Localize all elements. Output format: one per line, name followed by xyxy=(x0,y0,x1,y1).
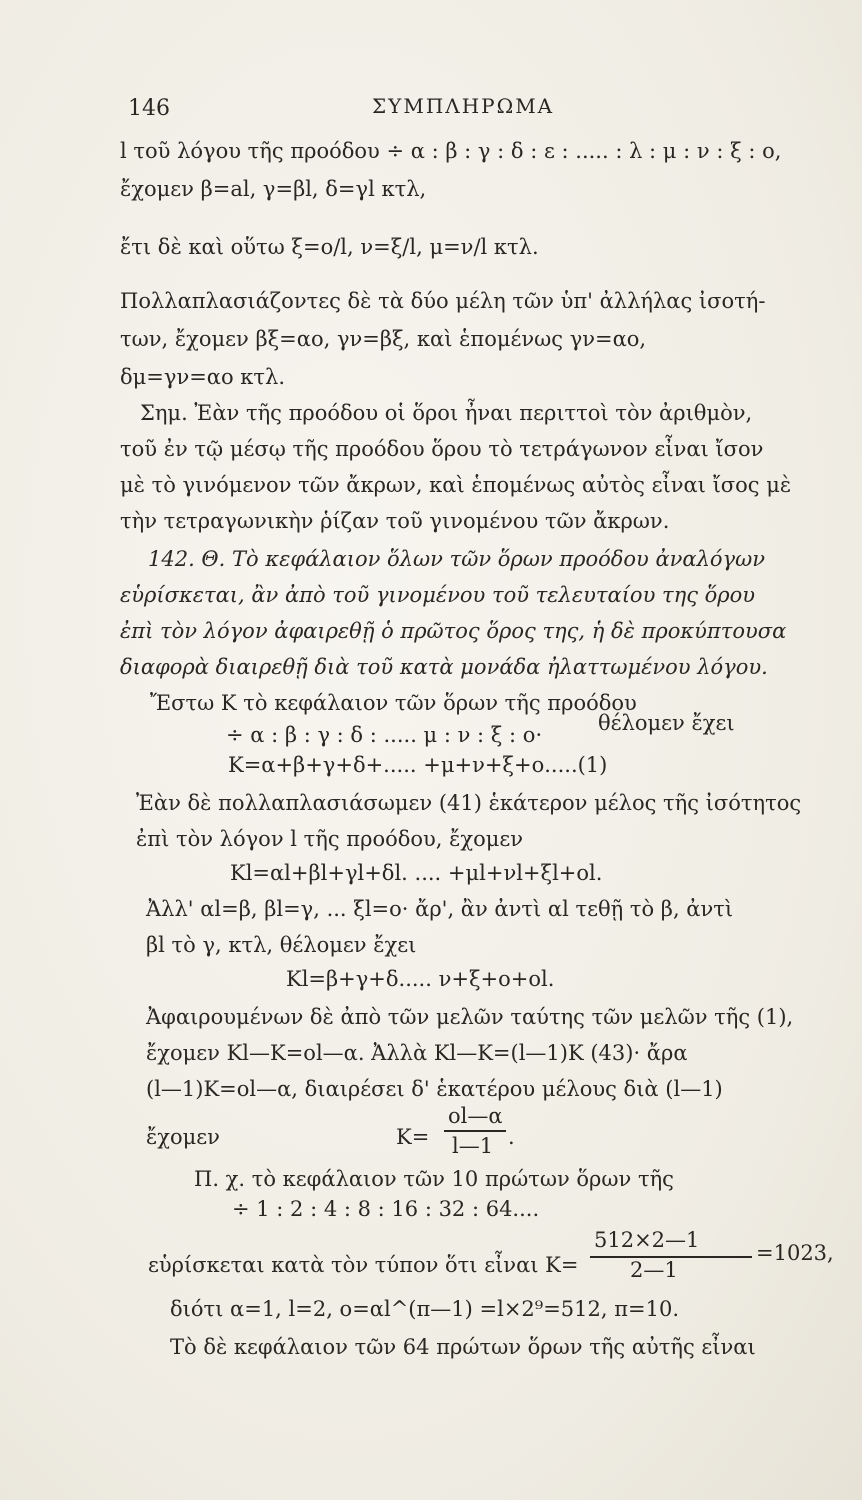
fraction-denominator: 2—1 xyxy=(630,1258,678,1282)
text-line: (l—1)Κ=οl—α, διαιρέσει δ' ἑκατέρου μέλους διὰ (l—1) xyxy=(146,1077,723,1101)
text-line: δμ=γν=αο κτλ. xyxy=(120,365,286,389)
formula-line: ÷ α : β : γ : δ : ..... μ : ν : ξ : ο· xyxy=(226,723,543,747)
text-line: θέλομεν ἔχει xyxy=(598,711,735,735)
text-line: εὑρίσκεται κατὰ τὸν τύπον ὅτι εἶναι Κ= xyxy=(148,1253,579,1277)
theorem-line: διαφορὰ διαιρεθῇ διὰ τοῦ κατὰ μονάδα ἠλαττωμένου λόγου. xyxy=(120,655,768,679)
text-line: ἔτι δὲ καὶ οὕτω ξ=ο/l, ν=ξ/l, μ=ν/l κτλ. xyxy=(120,235,539,259)
text-line: Π. χ. τὸ κεφάλαιον τῶν 10 πρώτων ὅρων τῆς xyxy=(194,1167,674,1191)
text-line: ἔχομεν Κl—Κ=οl—α. Ἀλλὰ Κl—Κ=(l—1)Κ (43)· ἄρα xyxy=(146,1041,688,1065)
text-line: ἐπὶ τὸν λόγον l τῆς προόδου, ἔχομεν xyxy=(136,827,524,851)
text-line: Πολλαπλασιάζοντες δὲ τὰ δύο μέλη τῶν ὑπ' ἀλλήλας ἰσοτή- xyxy=(120,289,766,313)
formula-suffix: . xyxy=(508,1125,515,1149)
text-line: Ἀλλ' αl=β, βl=γ, ... ξl=ο· ἄρ', ἂν ἀντὶ αl τεθῇ τὸ β, ἀντὶ xyxy=(146,897,734,921)
fraction-numerator: οl—α xyxy=(448,1104,503,1128)
text-line: Τὸ δὲ κεφάλαιον τῶν 64 πρώτων ὅρων τῆς αὐτῆς εἶναι xyxy=(170,1335,756,1359)
fraction-denominator: l—1 xyxy=(452,1134,494,1158)
page-number: 146 xyxy=(128,96,170,121)
fraction-numerator: 512×2—1 xyxy=(594,1228,700,1252)
formula-line: Κl=αl+βl+γl+δl. .... +μl+νl+ξl+οl. xyxy=(230,861,603,885)
text-line: διότι α=1, l=2, ο=αl^(π—1) =l×2⁹=512, π=10. xyxy=(170,1297,680,1321)
formula-line: ÷ 1 : 2 : 4 : 8 : 16 : 32 : 64.... xyxy=(232,1197,540,1221)
text-line: Ἀφαιρουμένων δὲ ἀπὸ τῶν μελῶν ταύτης τῶν μελῶν τῆς (1), xyxy=(146,1005,794,1029)
text-line: τὴν τετραγωνικὴν ῥίζαν τοῦ γινομένου τῶν ἄκρων. xyxy=(120,509,670,533)
text-line: Ἐὰν δὲ πολλαπλασιάσωμεν (41) ἑκάτερον μέλος τῆς ἰσότητος xyxy=(136,791,802,815)
formula-line: Κ=α+β+γ+δ+..... +μ+ν+ξ+ο.....(1) xyxy=(228,753,608,777)
text-line: l τοῦ λόγου τῆς προόδου ÷ α : β : γ : δ : ε : ..... : λ : μ : ν : ξ : ο, xyxy=(120,139,782,163)
formula-line: Κl=β+γ+δ..... ν+ξ+ο+οl. xyxy=(286,967,555,991)
theorem-line: 142. Θ. Τὸ κεφάλαιον ὅλων τῶν ὅρων προόδου ἀναλόγων xyxy=(148,547,765,571)
text-line: τοῦ ἐν τῷ μέσῳ τῆς προόδου ὅρου τὸ τετράγωνον εἶναι ἴσον xyxy=(120,437,764,461)
text-line: βl τὸ γ, κτλ, θέλομεν ἔχει xyxy=(146,933,417,957)
theorem-line: εὑρίσκεται, ἂν ἀπὸ τοῦ γινομένου τοῦ τελευταίου της ὅρου xyxy=(120,583,756,607)
text-line: των, ἔχομεν βξ=αο, γν=βξ, καὶ ἑπομένως γν=αο, xyxy=(120,327,647,351)
fraction-bar xyxy=(444,1130,506,1132)
formula-lhs: Κ= xyxy=(396,1125,430,1149)
formula-result: =1023, xyxy=(756,1241,834,1265)
text-line: μὲ τὸ γινόμενον τῶν ἄκρων, καὶ ἑπομένως αὐτὸς εἶναι ἴσος μὲ xyxy=(120,473,792,497)
running-title: ΣΥΜΠΛΗΡΩΜΑ xyxy=(372,94,555,118)
text-line: Ἔστω Κ τὸ κεφάλαιον τῶν ὅρων τῆς προόδου xyxy=(150,691,637,715)
text-line: Σημ. Ἐὰν τῆς προόδου οἱ ὅροι ἦναι περιττοὶ τὸν ἀριθμὸν, xyxy=(140,401,753,425)
text-line: ἔχομεν xyxy=(146,1125,220,1149)
theorem-line: ἐπὶ τὸν λόγον ἀφαιρεθῇ ὁ πρῶτος ὅρος της, ἡ δὲ προκύπτουσα xyxy=(120,619,787,643)
text-line: ἔχομεν β=al, γ=βl, δ=γl κτλ, xyxy=(120,177,427,201)
